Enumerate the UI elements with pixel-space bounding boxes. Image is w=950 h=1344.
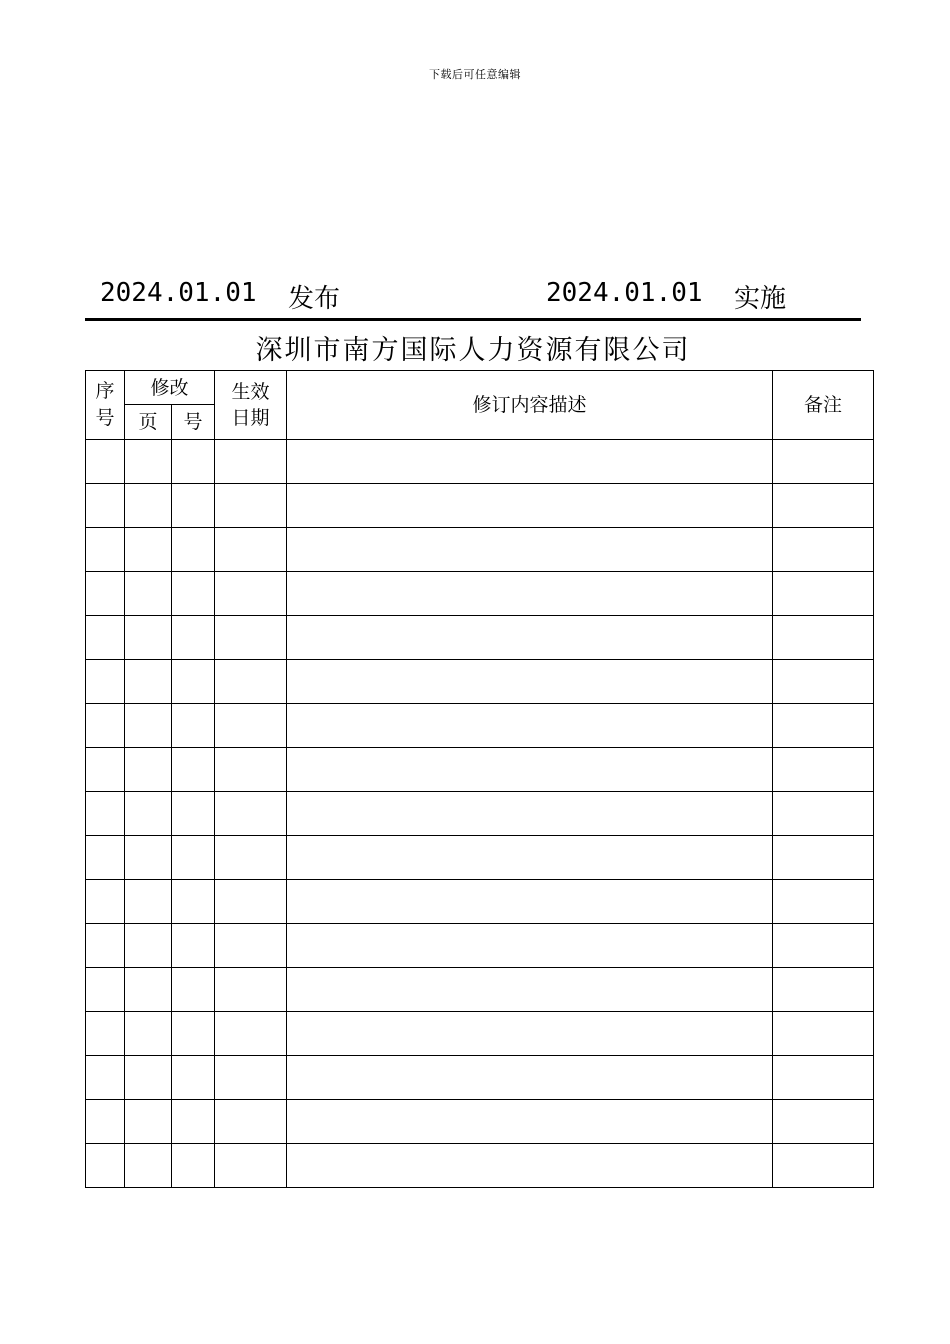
cell-seq <box>86 1056 125 1100</box>
publish-label: 发布 <box>288 284 341 314</box>
cell-page <box>125 1056 172 1100</box>
cell-remarks <box>773 1012 874 1056</box>
cell-seq <box>86 660 125 704</box>
company-name: 深圳市南方国际人力资源有限公司 <box>255 335 691 366</box>
cell-page <box>125 1012 172 1056</box>
cell-number <box>172 836 215 880</box>
header-number: 号 <box>172 405 215 440</box>
cell-page <box>125 924 172 968</box>
cell-effective-date <box>215 924 287 968</box>
cell-remarks <box>773 616 874 660</box>
cell-page <box>125 1100 172 1144</box>
cell-seq <box>86 572 125 616</box>
cell-number <box>172 968 215 1012</box>
table-row <box>86 616 874 660</box>
table-row <box>86 1056 874 1100</box>
header-page: 页 <box>125 405 172 440</box>
cell-description <box>287 1056 773 1100</box>
cell-number <box>172 660 215 704</box>
cell-page <box>125 792 172 836</box>
table-row <box>86 968 874 1012</box>
cell-description <box>287 528 773 572</box>
header-remarks: 备注 <box>773 371 874 440</box>
cell-number <box>172 528 215 572</box>
table-row <box>86 1100 874 1144</box>
cell-effective-date <box>215 1100 287 1144</box>
cell-number <box>172 1012 215 1056</box>
cell-remarks <box>773 968 874 1012</box>
cell-remarks <box>773 1144 874 1188</box>
cell-description <box>287 968 773 1012</box>
table-row <box>86 528 874 572</box>
cell-number <box>172 484 215 528</box>
cell-effective-date <box>215 1012 287 1056</box>
cell-effective-date <box>215 792 287 836</box>
header-modify: 修改 <box>125 371 215 405</box>
implement-label: 实施 <box>734 284 787 314</box>
table-row <box>86 660 874 704</box>
cell-description <box>287 1144 773 1188</box>
cell-remarks <box>773 660 874 704</box>
table-header-row <box>86 371 874 405</box>
cell-seq <box>86 440 125 484</box>
cell-description <box>287 924 773 968</box>
table-row <box>86 748 874 792</box>
cell-seq <box>86 484 125 528</box>
cell-remarks <box>773 1100 874 1144</box>
cell-number <box>172 440 215 484</box>
table-row <box>86 484 874 528</box>
cell-effective-date <box>215 660 287 704</box>
cell-description <box>287 1100 773 1144</box>
cell-page <box>125 836 172 880</box>
cell-effective-date <box>215 836 287 880</box>
cell-remarks <box>773 792 874 836</box>
cell-description <box>287 704 773 748</box>
cell-description <box>287 484 773 528</box>
cell-seq <box>86 1100 125 1144</box>
table-row <box>86 572 874 616</box>
cell-page <box>125 704 172 748</box>
cell-seq <box>86 748 125 792</box>
cell-remarks <box>773 836 874 880</box>
table-row <box>86 1012 874 1056</box>
implement-date: 2024.01.01 <box>546 278 703 308</box>
cell-page <box>125 1144 172 1188</box>
header-rule <box>85 318 861 321</box>
cell-page <box>125 484 172 528</box>
table-row <box>86 704 874 748</box>
publish-implement-line <box>100 278 860 312</box>
cell-number <box>172 880 215 924</box>
cell-seq <box>86 1012 125 1056</box>
cell-seq <box>86 880 125 924</box>
cell-number <box>172 1056 215 1100</box>
cell-seq <box>86 836 125 880</box>
cell-number <box>172 704 215 748</box>
cell-seq <box>86 704 125 748</box>
cell-seq <box>86 1144 125 1188</box>
cell-remarks <box>773 572 874 616</box>
cell-effective-date <box>215 528 287 572</box>
table-row <box>86 924 874 968</box>
table-body <box>86 440 874 1188</box>
cell-seq <box>86 792 125 836</box>
cell-remarks <box>773 924 874 968</box>
cell-effective-date <box>215 704 287 748</box>
cell-number <box>172 748 215 792</box>
cell-remarks <box>773 704 874 748</box>
cell-description <box>287 660 773 704</box>
cell-page <box>125 880 172 924</box>
cell-remarks <box>773 1056 874 1100</box>
cell-effective-date <box>215 572 287 616</box>
header-description: 修订内容描述 <box>287 371 773 440</box>
cell-number <box>172 792 215 836</box>
cell-description <box>287 748 773 792</box>
revision-table <box>85 370 874 1188</box>
cell-effective-date <box>215 1056 287 1100</box>
header-seq: 序号 <box>86 371 125 440</box>
cell-description <box>287 572 773 616</box>
cell-seq <box>86 968 125 1012</box>
cell-description <box>287 792 773 836</box>
top-note: 下载后可任意编辑 <box>429 68 521 81</box>
cell-seq <box>86 528 125 572</box>
table-row <box>86 836 874 880</box>
cell-description <box>287 440 773 484</box>
cell-remarks <box>773 484 874 528</box>
header-effective-date: 生效日期 <box>215 371 287 440</box>
cell-remarks <box>773 528 874 572</box>
cell-remarks <box>773 748 874 792</box>
cell-number <box>172 1100 215 1144</box>
cell-page <box>125 572 172 616</box>
cell-effective-date <box>215 1144 287 1188</box>
cell-remarks <box>773 880 874 924</box>
cell-page <box>125 528 172 572</box>
cell-seq <box>86 616 125 660</box>
cell-page <box>125 440 172 484</box>
cell-number <box>172 924 215 968</box>
cell-remarks <box>773 440 874 484</box>
cell-number <box>172 1144 215 1188</box>
cell-effective-date <box>215 440 287 484</box>
cell-page <box>125 660 172 704</box>
table-row <box>86 880 874 924</box>
cell-effective-date <box>215 484 287 528</box>
cell-page <box>125 748 172 792</box>
cell-effective-date <box>215 968 287 1012</box>
cell-effective-date <box>215 880 287 924</box>
cell-page <box>125 968 172 1012</box>
cell-number <box>172 616 215 660</box>
cell-seq <box>86 924 125 968</box>
table-row <box>86 792 874 836</box>
cell-description <box>287 1012 773 1056</box>
cell-description <box>287 616 773 660</box>
cell-number <box>172 572 215 616</box>
table-row <box>86 440 874 484</box>
cell-description <box>287 880 773 924</box>
publish-date: 2024.01.01 <box>100 278 257 308</box>
cell-effective-date <box>215 748 287 792</box>
cell-effective-date <box>215 616 287 660</box>
table-row <box>86 1144 874 1188</box>
cell-description <box>287 836 773 880</box>
cell-page <box>125 616 172 660</box>
